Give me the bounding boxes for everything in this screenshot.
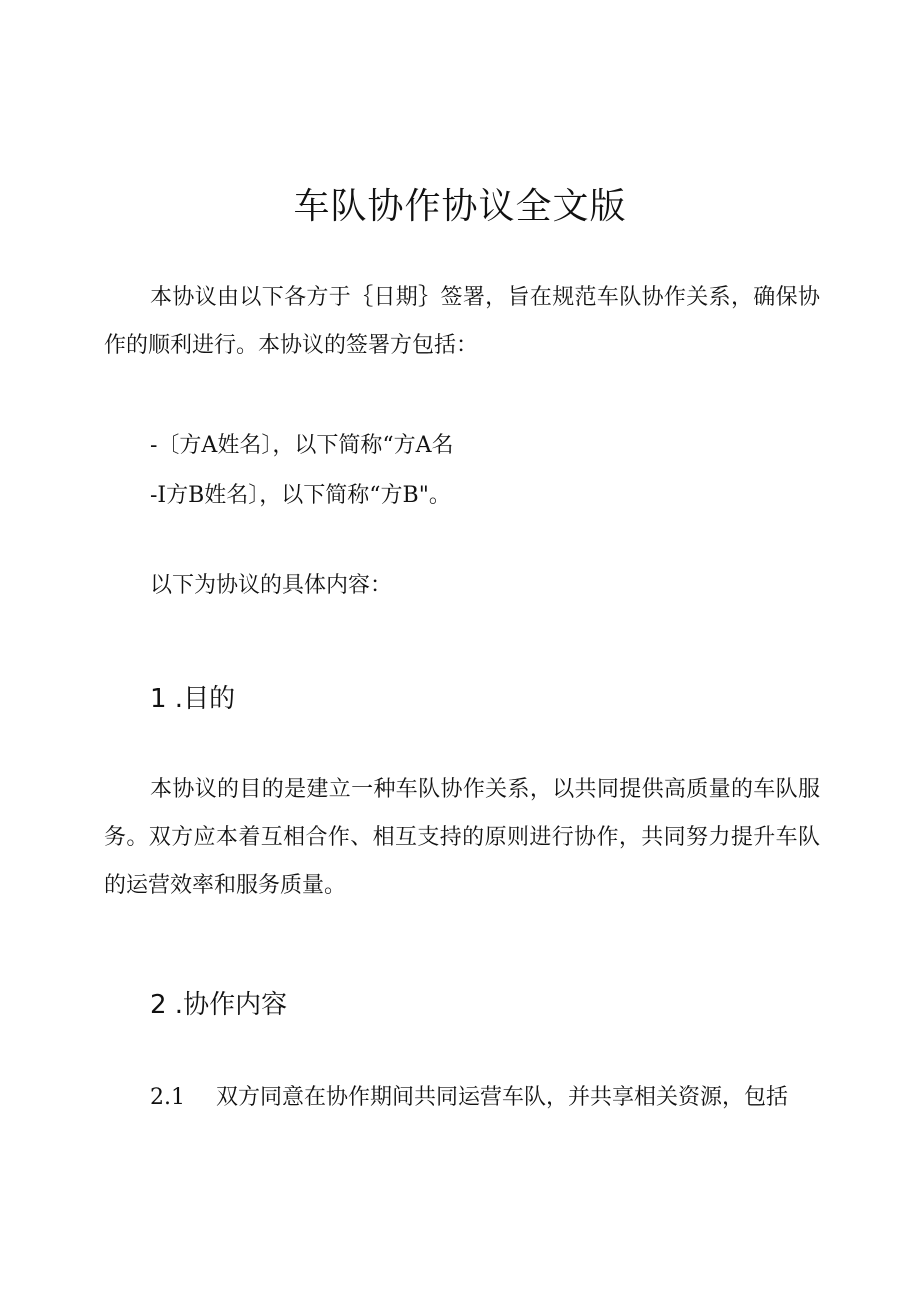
clause-2-1 <box>150 1080 820 1111</box>
clause-number: 2.1 <box>150 1085 185 1110</box>
section-1-body: 本协议的目的是建立一种车队协作关系，以共同提供高质量的车队服务。双方应本着互相合作、相互支持的原则进行协作，共同努力提升车队的运营效率和服务质量。 <box>104 777 820 898</box>
party-b-line: -I方B姓名〕，以下简称“方B"。 <box>150 483 451 508</box>
section-1-heading: 1 .目的 <box>150 684 236 714</box>
intro-paragraph: 本协议由以下各方于｛日期｝签署，旨在规范车队协作关系，确保协作的顺利进行。本协议的签署方包括： <box>104 285 820 358</box>
clause-text: 双方同意在协作期间共同运营车队，并共享相关资源，包括 <box>216 1085 789 1110</box>
section-2-heading: 2 .协作内容 <box>150 990 288 1020</box>
lead-in-text: 以下为协议的具体内容： <box>150 573 393 598</box>
document-title: 车队协作协议全文版 <box>293 186 627 227</box>
party-a-line: -〔方A姓名〕，以下简称“方A名 <box>150 433 454 458</box>
